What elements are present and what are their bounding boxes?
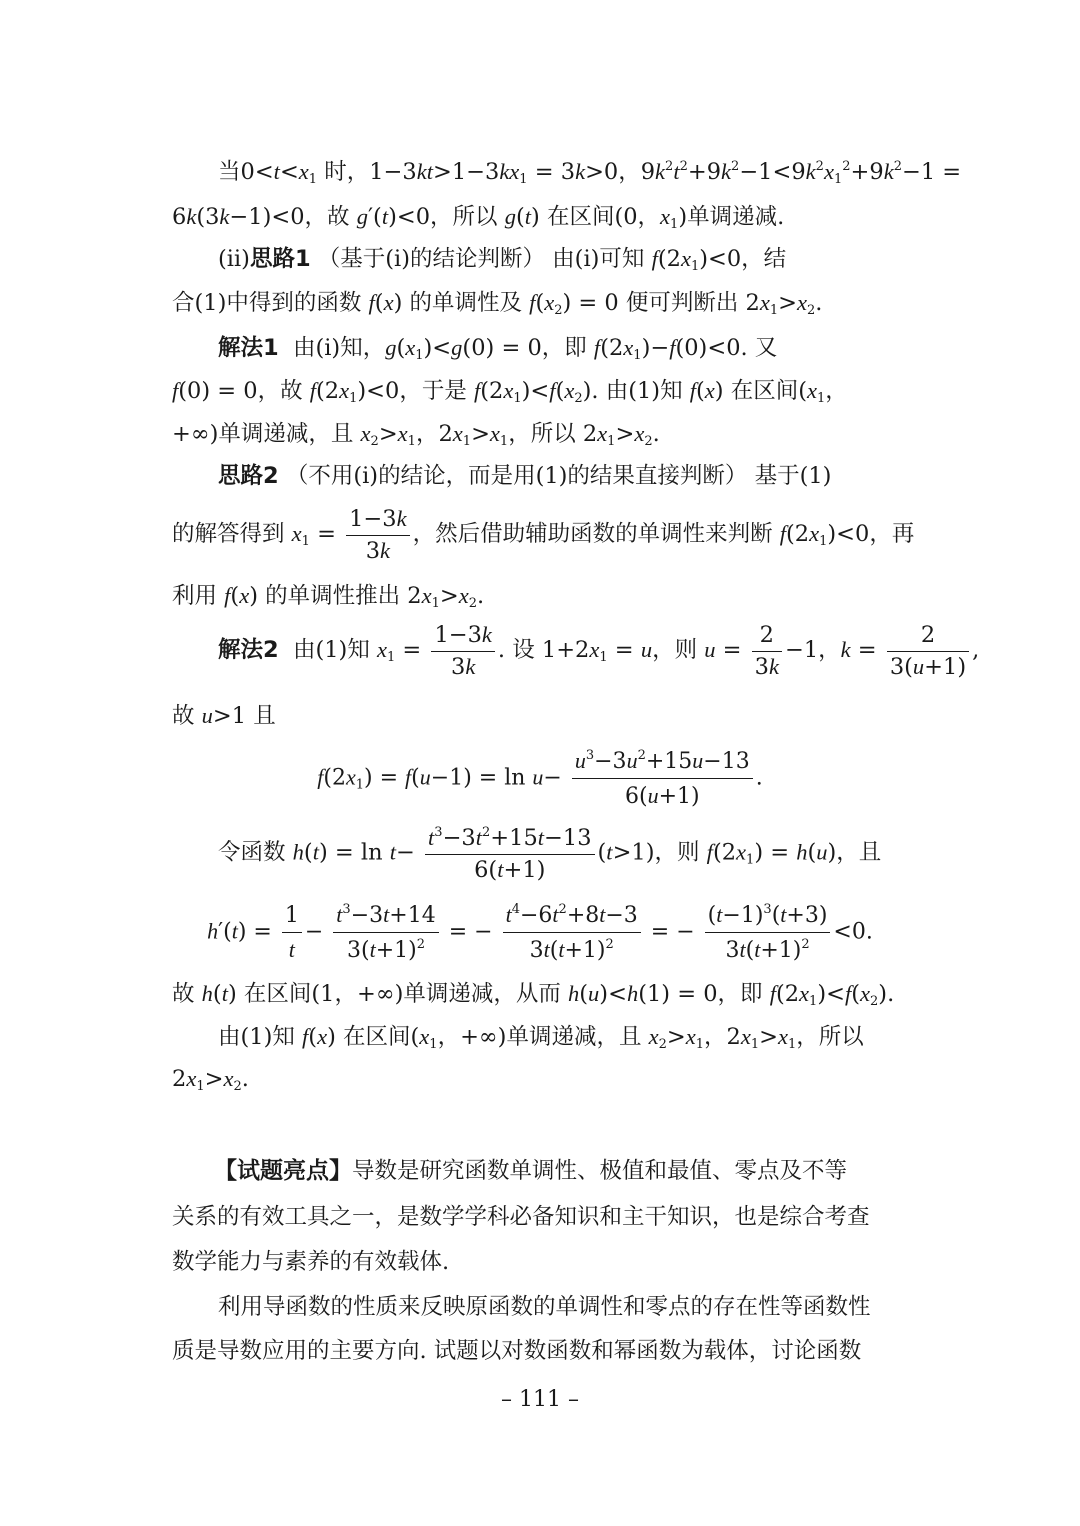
text-line: 解法1 由(ⅰ)知，$g(x_1)<g(0) = 0$，即 $f(2x_1)-f(0)<0$. 又 xyxy=(218,335,778,363)
page-number: – 111 – xyxy=(501,1387,579,1412)
idea2-comment: （不用(ⅰ)的结论，而是用(1)的结果直接判断） xyxy=(285,463,748,489)
paragraph-text: 质是导数应用的主要方向. 试题以对数函数和幂函数为载体，讨论函数 xyxy=(172,1338,862,1364)
paragraph-text: 导数是研究函数单调性、极值和最值、零点及不等 xyxy=(352,1158,848,1184)
text-line: 的解答得到 $x_1$ = $\frac{1-3k}{3k}$ ，然后借助辅助函数的单调性来判断 $f(2x_1)<0$，再 xyxy=(172,506,915,564)
solution2-label: 解法2 xyxy=(218,637,279,663)
highlight-label: 【试题亮点】 xyxy=(214,1158,352,1184)
solution1-label: 解法1 xyxy=(218,335,279,361)
idea1-comment: （基于(ⅰ)的结论判断） xyxy=(317,246,546,272)
paragraph-text: 利用导函数的性质来反映原函数的单调性和零点的存在性等函数性 xyxy=(218,1294,871,1320)
text-line: 由(1)知 f(x) 在区间($x_1$，+∞)单调递减，且 $x_2>x_1$，$2x_1>x_1$，所以 xyxy=(218,1024,864,1052)
text-line: 故 h(t) 在区间(1，+∞)单调递减，从而 h(u)<h(1) = 0，即 $f(2x_1)<f(x_2)$. xyxy=(172,981,895,1009)
equation: $f(2x_1) = f(u-1) = \ln u-$ $\frac{u^3-3u^2+15u-13}{6(u+1)}$ . xyxy=(317,748,763,809)
text-line: 思路2 （不用(ⅰ)的结论，而是用(1)的结果直接判断） 基于(1) xyxy=(218,463,832,489)
text-line: 合(1)中得到的函数 f(x) 的单调性及 $f(x_2) = 0$ 便可判断出 $2x_1>x_2$. xyxy=(172,290,823,318)
text-line: +∞)单调递减，且 $x_2>x_1$，$2x_1>x_1$，所以 $2x_1>x_2$. xyxy=(172,421,660,449)
idea1-label: 思路1 xyxy=(249,246,311,272)
fraction: $\frac{1-3k}{3k}$ xyxy=(346,508,409,562)
text-line: f(0) = 0，故 $f(2x_1)<0$，于是 $f(2x_1)<f(x_2)$. 由(1)知 f(x) 在区间($x_1$， xyxy=(172,378,848,406)
text-line: 故 u>1 且 xyxy=(172,703,276,729)
fraction: $\frac{t^3-3t^2+15t-13}{6(t+1)}$ xyxy=(425,826,595,881)
text-line: $2x_1>x_2$. xyxy=(172,1066,249,1094)
text-line: 6k(3k−1)<0，故 g′(t)<0，所以 g(t) 在区间(0，$x_1$)单调递减. xyxy=(172,204,785,232)
idea2-label: 思路2 xyxy=(218,463,279,489)
fraction: $\frac{1-3k}{3k}$ xyxy=(431,624,494,678)
fraction: $\frac{2}{3k}$ xyxy=(752,624,782,678)
text-line: 解法2 由(1)知 $x_1$ = $\frac{1-3k}{3k}$ . 设 $1+2x_1 = u$，则 u = $\frac{2}{3k}$ −1，k = $\frac{2}{3(u+1)}$ , xyxy=(218,622,980,680)
equation: h′(t) = $\frac{1}{t}$ − $\frac{t^3-3t+14}{3(t+1)^2}$ = − $\frac{t^4-6t^2+8t-3}{3t(t+1)^2}$ = − $\frac{(t-1)^3(t+3)}{3t(t+1)^2}$ <0. xyxy=(207,902,873,963)
fraction: $\frac{2}{3(u+1)}$ xyxy=(887,624,969,678)
text-line: 令函数 h(t) = ln t− $\frac{t^3-3t^2+15t-13}{6(t+1)}$ (t>1)，则 $f(2x_1) = h(u)$，且 xyxy=(218,825,882,883)
text-line: (ⅱ)思路1 （基于(ⅰ)的结论判断） 由(ⅰ)可知 $f(2x_1)<0$，结 xyxy=(218,246,787,274)
paragraph-text: 关系的有效工具之一，是数学学科必备知识和主干知识，也是综合考查 xyxy=(172,1204,870,1230)
text-line xyxy=(214,1160,910,1183)
paragraph-text: 数学能力与素养的有效载体. xyxy=(172,1249,450,1275)
text-line: 当$0<t<x_1$ 时，$1-3kt>1-3kx_1 = 3k>0$，$9k^2t^2+9k^2-1<9k^2x_1^2+9k^2-1$ = xyxy=(218,159,962,187)
text-line: 利用 f(x) 的单调性推出 $2x_1>x_2$. xyxy=(172,583,485,611)
